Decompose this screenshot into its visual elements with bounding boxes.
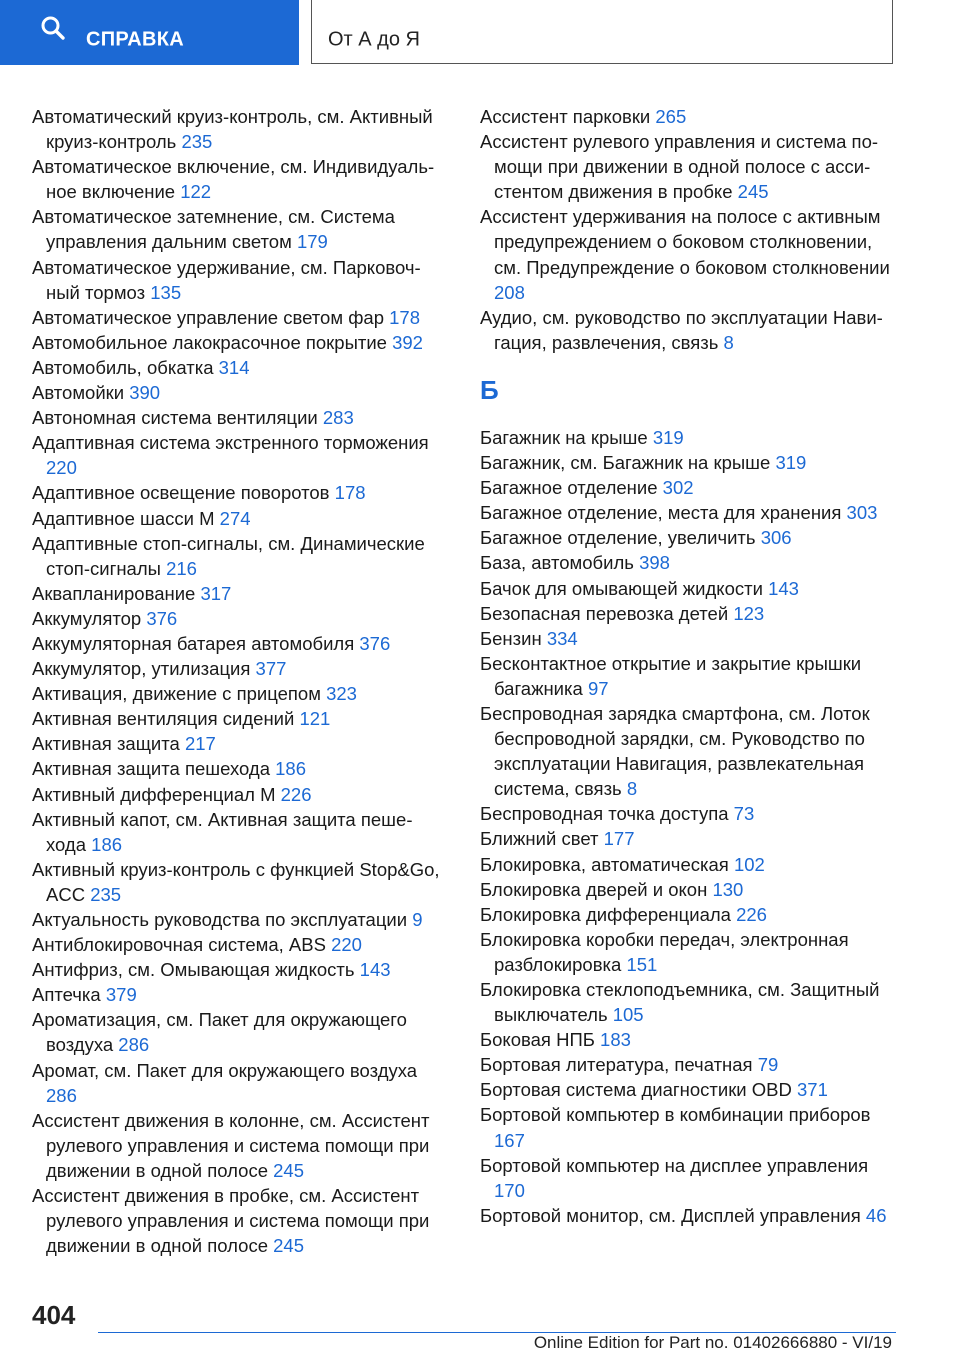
index-entry xyxy=(32,1183,444,1258)
page-link[interactable]: 245 xyxy=(273,1235,305,1257)
page-link[interactable]: 371 xyxy=(797,1079,828,1101)
page-link[interactable]: 390 xyxy=(129,382,161,404)
section-header xyxy=(311,0,893,64)
index-entry-text: Блокировка, автоматическая xyxy=(480,853,729,875)
page-link[interactable]: 135 xyxy=(150,281,182,303)
index-column-right xyxy=(480,104,892,1228)
index-entry xyxy=(32,731,444,756)
index-entry-text: Аромат, см. Пакет для окружающего воздуха xyxy=(32,1059,418,1081)
index-entry-text: Аккумуляторная батарея автомобиля xyxy=(32,632,355,654)
page-link[interactable]: 265 xyxy=(655,106,687,127)
index-entry xyxy=(480,826,892,851)
index-entry-text: Активный круиз-контроль с функцией Stop&Go, ACC xyxy=(32,858,440,905)
index-entry-text: Аптечка xyxy=(32,984,101,1006)
page-link[interactable]: 186 xyxy=(275,758,307,780)
index-entry-text: Блокировка дверей и окон xyxy=(480,878,708,900)
index-entry-text: Адаптивное освещение поворотов xyxy=(32,482,330,504)
page-link[interactable]: 177 xyxy=(603,828,635,850)
index-entry-text: Антиблокировочная система, ABS xyxy=(32,934,326,956)
page-link[interactable]: 178 xyxy=(389,306,421,328)
index-entry-text: Беспроводная точка доступа xyxy=(480,803,729,825)
page-link[interactable]: 217 xyxy=(184,733,216,755)
index-entry-text: Бортовой компьютер в комбинации приборов xyxy=(480,1104,871,1126)
index-entry xyxy=(480,129,892,204)
index-entry-text: Ассистент удерживания на полосе с активным предупреждением о боковом столкновении, см. Предупреждение о боковом столкновении xyxy=(480,206,890,278)
page-link[interactable]: 302 xyxy=(662,477,694,499)
page-number: 404 xyxy=(32,1300,76,1330)
page-link[interactable]: 151 xyxy=(626,953,658,975)
index-entry-text: Ассистент парковки xyxy=(480,106,651,127)
index-entry xyxy=(32,380,444,405)
index-entry-text: Автоматический круиз-контроль, см. Активный круиз-контроль xyxy=(32,106,433,153)
index-entry-text: Активная защита пешехода xyxy=(32,758,270,780)
page-link[interactable]: 235 xyxy=(181,131,213,153)
page-link[interactable]: 377 xyxy=(255,658,287,680)
page-link[interactable]: 8 xyxy=(723,331,734,353)
index-entry-text: Активная защита xyxy=(32,733,180,755)
index-entry xyxy=(480,601,892,626)
index-entry xyxy=(480,1052,892,1077)
index-entry xyxy=(32,255,444,305)
index-entry xyxy=(480,801,892,826)
index-entry xyxy=(480,525,892,550)
index-entry-text: Аудио, см. руководство по эксплуатации Навигация, развлечения, связь xyxy=(480,306,883,353)
index-entry xyxy=(480,902,892,927)
page-link[interactable]: 226 xyxy=(280,783,312,805)
page-link[interactable]: 183 xyxy=(600,1029,631,1051)
index-group-b xyxy=(480,425,892,1228)
index-entry-text: Багажное отделение, места для хранения xyxy=(480,502,842,524)
index-entry xyxy=(480,425,892,450)
index-entry xyxy=(32,1108,444,1183)
page-link[interactable]: 319 xyxy=(775,452,807,474)
index-entry xyxy=(480,1077,892,1102)
index-entry xyxy=(32,756,444,781)
page-link[interactable]: 319 xyxy=(652,426,684,448)
index-entry-text: Активный капот, см. Активная защита пешехода xyxy=(32,808,413,855)
index-entry xyxy=(32,706,444,731)
page-link[interactable]: 274 xyxy=(219,507,251,529)
index-entry-text: Актуальность руководства по эксплуатации xyxy=(32,909,408,930)
index-entry-text: Ассистент рулевого управления и система помощи при движении в одной полосе с ассистентом движения в пробке xyxy=(480,131,879,203)
page-link[interactable]: 170 xyxy=(494,1179,525,1201)
index-entry-text: Аккумулятор, утилизация xyxy=(32,658,251,680)
index-entry xyxy=(480,1027,892,1052)
index-entry xyxy=(32,857,444,907)
index-entry-text: Багажник на крыше xyxy=(480,426,648,448)
index-entry xyxy=(32,405,444,430)
index-entry xyxy=(480,1203,892,1228)
index-entry xyxy=(32,430,444,480)
index-entry xyxy=(480,701,892,801)
page-link[interactable]: 105 xyxy=(612,1004,644,1026)
page-link[interactable]: 323 xyxy=(326,683,357,705)
index-entry xyxy=(32,656,444,681)
search-tab-label: СПРАВКА xyxy=(86,28,185,51)
page-link[interactable]: 123 xyxy=(733,602,765,624)
index-entry xyxy=(480,977,892,1027)
page-link[interactable]: 220 xyxy=(331,934,362,956)
index-entry-text: Автоматическое включение, см. Индивидуальное включение xyxy=(32,156,435,203)
index-entry-text: Автоматическое затемнение, см. Система управления дальним светом xyxy=(32,206,395,253)
index-entry-text: Блокировка коробки передач, электронная разблокировка xyxy=(480,928,849,975)
index-entry-text: Автоматическое управление светом фар xyxy=(32,306,384,328)
page-link[interactable]: 179 xyxy=(296,231,328,253)
page-link[interactable]: 79 xyxy=(757,1054,779,1076)
search-tab[interactable] xyxy=(0,0,299,65)
page-link[interactable]: 398 xyxy=(639,552,670,574)
index-entry-text: База, автомобиль xyxy=(480,552,634,574)
page-link[interactable]: 208 xyxy=(494,281,525,303)
index-entry xyxy=(32,1058,444,1108)
index-entry-text: Адаптивное шасси M xyxy=(32,507,215,529)
index-entry-text: Адаптивная система экстренного торможения xyxy=(32,432,429,454)
section-letter: Б xyxy=(480,374,499,405)
index-entry xyxy=(480,204,892,304)
index-entry xyxy=(32,506,444,531)
index-entry-text: Ароматизация, см. Пакет для окружающего воздуха xyxy=(32,1009,407,1056)
page-link[interactable]: 130 xyxy=(712,878,744,900)
index-entry-text: Аквапланирование xyxy=(32,582,196,604)
index-entry-text: Боковая НПБ xyxy=(480,1029,595,1051)
index-entry xyxy=(480,475,892,500)
index-entry xyxy=(32,932,444,957)
index-entry-text: Активация, движение с прицепом xyxy=(32,683,321,705)
index-entry-text: Бачок для омывающей жидкости xyxy=(480,577,763,599)
page-link[interactable]: 376 xyxy=(146,607,178,629)
index-entry xyxy=(32,957,444,982)
index-entry xyxy=(480,305,892,355)
index-entry xyxy=(32,531,444,581)
page-link[interactable]: 143 xyxy=(359,959,391,981)
page-link[interactable]: 167 xyxy=(494,1129,525,1151)
index-entry xyxy=(32,305,444,330)
index-entry-text: Бортовой монитор, см. Дисплей управления xyxy=(480,1204,861,1226)
index-entry-text: Ассистент движения в колонне, см. Ассистент рулевого управления и система помощи при движении в одной полосе xyxy=(32,1109,430,1181)
page-link[interactable]: 306 xyxy=(760,527,792,549)
index-group-a xyxy=(480,104,892,355)
index-entry-text: Автономная система вентиляции xyxy=(32,407,318,429)
index-entry-text: Антифриз, см. Омывающая жидкость xyxy=(32,959,355,981)
page-link[interactable]: 334 xyxy=(546,627,578,649)
page-link[interactable]: 376 xyxy=(359,632,391,654)
index-entry xyxy=(480,576,892,601)
index-entry xyxy=(32,606,444,631)
index-entry xyxy=(480,104,892,129)
index-entry xyxy=(480,1153,892,1203)
page-link[interactable]: 102 xyxy=(733,853,765,875)
index-entry-text: Багажное отделение, увеличить xyxy=(480,527,756,549)
index-entry-text: Ближний свет xyxy=(480,828,599,850)
index-entry xyxy=(32,1007,444,1057)
page-link[interactable]: 178 xyxy=(334,482,366,504)
index-entry xyxy=(32,104,444,154)
page-link[interactable]: 186 xyxy=(91,833,123,855)
page-link[interactable]: 216 xyxy=(166,557,197,579)
index-entry-text: Бортовая литература, печатная xyxy=(480,1054,753,1076)
page-link[interactable]: 226 xyxy=(736,903,767,925)
page-link[interactable]: 286 xyxy=(46,1084,77,1106)
index-entry xyxy=(32,330,444,355)
index-entry-text: Бортовая система диагностики OBD xyxy=(480,1079,792,1101)
index-entry-text: Багажное отделение xyxy=(480,477,658,499)
index-entry xyxy=(480,1102,892,1152)
index-entry xyxy=(480,550,892,575)
page-link[interactable]: 317 xyxy=(200,582,232,604)
page-link[interactable]: 303 xyxy=(846,502,878,524)
index-entry-text: Беспроводная зарядка смартфона, см. Лоток беспроводной зарядки, см. Руководство по эксплуатации Навигация, развлекательная система, связь xyxy=(480,702,870,800)
index-entry xyxy=(480,500,892,525)
index-entry xyxy=(480,651,892,701)
index-entry-text: Адаптивные стоп-сигналы, см. Динамические стоп-сигналы xyxy=(32,532,425,579)
index-entry xyxy=(32,204,444,254)
index-entry-text: Активная вентиляция сидений xyxy=(32,708,295,730)
index-entry-text: Автомобиль, обкатка xyxy=(32,356,214,378)
index-entry xyxy=(32,681,444,706)
index-entry-text: Ассистент движения в пробке, см. Ассистент рулевого управления и система помощи при движении в одной полосе xyxy=(32,1185,430,1257)
index-entry-text: Автоматическое удерживание, см. Парковочный тормоз xyxy=(32,256,421,303)
index-entry-text: Автомобильное лакокрасочное покрытие xyxy=(32,331,387,353)
page-link[interactable]: 9 xyxy=(412,909,423,930)
index-entry xyxy=(480,626,892,651)
index-entry-text: Безопасная перевозка детей xyxy=(480,602,729,624)
page-link[interactable]: 235 xyxy=(90,883,122,905)
index-entry xyxy=(32,982,444,1007)
index-entry xyxy=(480,852,892,877)
page-link[interactable]: 46 xyxy=(865,1204,887,1226)
index-entry-text: Активный дифференциал M xyxy=(32,783,276,805)
page-link[interactable]: 379 xyxy=(105,984,137,1006)
page-link[interactable]: 121 xyxy=(299,708,331,730)
search-icon xyxy=(40,15,66,41)
index-entry-text: Бортовой компьютер на дисплее управления xyxy=(480,1154,869,1176)
page-link[interactable]: 220 xyxy=(46,457,77,479)
index-entry xyxy=(32,154,444,204)
index-entry xyxy=(480,877,892,902)
index-entry xyxy=(32,581,444,606)
index-entry xyxy=(32,355,444,380)
page-link[interactable]: 97 xyxy=(587,677,609,699)
page-link[interactable]: 122 xyxy=(180,181,212,203)
page-link[interactable]: 392 xyxy=(392,331,423,353)
page-link[interactable]: 8 xyxy=(626,778,638,800)
index-entry-text: Бесконтактное открытие и закрытие крышки багажника xyxy=(480,652,862,699)
index-entry xyxy=(32,807,444,857)
index-entry xyxy=(32,782,444,807)
page-link[interactable]: 314 xyxy=(218,356,250,378)
page-link[interactable]: 283 xyxy=(322,407,354,429)
index-column-left xyxy=(32,104,444,1258)
page-link[interactable]: 286 xyxy=(118,1034,150,1056)
edition-text: Online Edition for Part no. 01402666880 - VI/19 xyxy=(533,1333,892,1352)
page-link[interactable]: 143 xyxy=(768,577,799,599)
section-title: От А до Я xyxy=(328,28,420,51)
page-link[interactable]: 73 xyxy=(733,803,755,825)
index-entry xyxy=(480,450,892,475)
index-entry-text: Блокировка стеклоподъемника, см. Защитный выключатель xyxy=(480,979,880,1026)
index-entry-text: Аккумулятор xyxy=(32,607,142,629)
index-entry-text: Блокировка дифференциала xyxy=(480,903,731,925)
page-link[interactable]: 245 xyxy=(273,1159,305,1181)
index-entry xyxy=(32,480,444,505)
index-entry xyxy=(32,907,444,932)
index-entry xyxy=(32,631,444,656)
index-entry xyxy=(480,927,892,977)
index-entry-text: Бензин xyxy=(480,627,542,649)
index-entry-text: Багажник, см. Багажник на крыше xyxy=(480,452,771,474)
page-link[interactable]: 245 xyxy=(737,181,769,203)
index-entry-text: Автомойки xyxy=(32,382,125,404)
